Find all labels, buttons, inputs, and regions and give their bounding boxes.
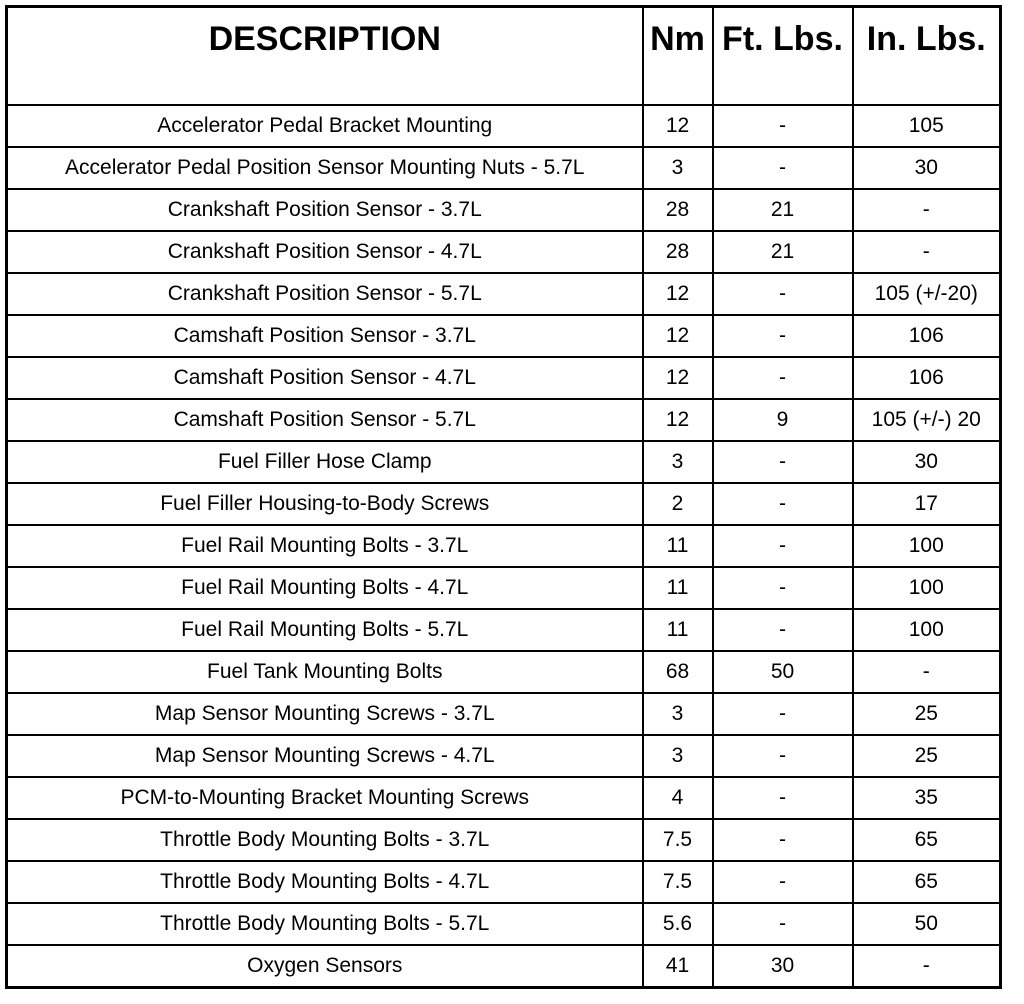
cell-ft-lbs: 9: [713, 399, 853, 441]
cell-description: Throttle Body Mounting Bolts - 5.7L: [7, 903, 643, 945]
header-description: DESCRIPTION: [7, 7, 643, 105]
cell-nm: 12: [643, 399, 713, 441]
table-row: [7, 735, 1001, 777]
cell-nm: 41: [643, 945, 713, 988]
header-nm: Nm: [643, 7, 713, 105]
cell-in-lbs: 105 (+/-20): [853, 273, 1001, 315]
cell-nm: 12: [643, 105, 713, 147]
cell-ft-lbs: -: [713, 357, 853, 399]
cell-nm: 3: [643, 441, 713, 483]
cell-description: Camshaft Position Sensor - 3.7L: [7, 315, 643, 357]
cell-in-lbs: 30: [853, 441, 1001, 483]
cell-description: Fuel Rail Mounting Bolts - 3.7L: [7, 525, 643, 567]
cell-in-lbs: 65: [853, 861, 1001, 903]
cell-nm: 28: [643, 231, 713, 273]
cell-nm: 11: [643, 525, 713, 567]
cell-ft-lbs: -: [713, 483, 853, 525]
cell-ft-lbs: -: [713, 567, 853, 609]
cell-description: Accelerator Pedal Position Sensor Mounting Nuts - 5.7L: [7, 147, 643, 189]
cell-ft-lbs: -: [713, 609, 853, 651]
table-row: [7, 105, 1001, 147]
cell-ft-lbs: -: [713, 777, 853, 819]
cell-in-lbs: 50: [853, 903, 1001, 945]
cell-in-lbs: -: [853, 231, 1001, 273]
cell-ft-lbs: 21: [713, 231, 853, 273]
table-row: [7, 819, 1001, 861]
cell-in-lbs: 100: [853, 567, 1001, 609]
table-row: [7, 777, 1001, 819]
cell-description: Camshaft Position Sensor - 5.7L: [7, 399, 643, 441]
cell-description: Crankshaft Position Sensor - 3.7L: [7, 189, 643, 231]
cell-description: Throttle Body Mounting Bolts - 4.7L: [7, 861, 643, 903]
table-row: [7, 903, 1001, 945]
cell-in-lbs: 100: [853, 609, 1001, 651]
cell-in-lbs: 25: [853, 735, 1001, 777]
cell-nm: 12: [643, 357, 713, 399]
cell-in-lbs: 17: [853, 483, 1001, 525]
cell-description: Throttle Body Mounting Bolts - 3.7L: [7, 819, 643, 861]
cell-description: Accelerator Pedal Bracket Mounting: [7, 105, 643, 147]
cell-ft-lbs: -: [713, 315, 853, 357]
cell-description: Oxygen Sensors: [7, 945, 643, 988]
cell-description: Fuel Tank Mounting Bolts: [7, 651, 643, 693]
cell-nm: 7.5: [643, 861, 713, 903]
cell-description: Map Sensor Mounting Screws - 4.7L: [7, 735, 643, 777]
cell-in-lbs: 25: [853, 693, 1001, 735]
cell-nm: 28: [643, 189, 713, 231]
cell-in-lbs: 106: [853, 315, 1001, 357]
cell-ft-lbs: -: [713, 903, 853, 945]
table-row: [7, 315, 1001, 357]
table-body: [7, 105, 1001, 988]
header-in-lbs: In. Lbs.: [853, 7, 1001, 105]
cell-ft-lbs: 50: [713, 651, 853, 693]
header-ft-lbs: Ft. Lbs.: [713, 7, 853, 105]
cell-ft-lbs: 21: [713, 189, 853, 231]
table-row: [7, 525, 1001, 567]
cell-in-lbs: -: [853, 945, 1001, 988]
cell-in-lbs: -: [853, 651, 1001, 693]
cell-ft-lbs: -: [713, 525, 853, 567]
cell-description: Fuel Rail Mounting Bolts - 5.7L: [7, 609, 643, 651]
cell-nm: 2: [643, 483, 713, 525]
table-row: [7, 609, 1001, 651]
table-row: [7, 399, 1001, 441]
cell-in-lbs: 30: [853, 147, 1001, 189]
cell-description: Fuel Rail Mounting Bolts - 4.7L: [7, 567, 643, 609]
cell-description: PCM-to-Mounting Bracket Mounting Screws: [7, 777, 643, 819]
table-row: [7, 945, 1001, 988]
cell-in-lbs: 105: [853, 105, 1001, 147]
cell-ft-lbs: -: [713, 441, 853, 483]
table-row: [7, 147, 1001, 189]
cell-ft-lbs: -: [713, 693, 853, 735]
cell-description: Crankshaft Position Sensor - 5.7L: [7, 273, 643, 315]
cell-in-lbs: -: [853, 189, 1001, 231]
cell-in-lbs: 106: [853, 357, 1001, 399]
table-row: [7, 567, 1001, 609]
table-row: [7, 861, 1001, 903]
cell-description: Fuel Filler Hose Clamp: [7, 441, 643, 483]
cell-nm: 7.5: [643, 819, 713, 861]
torque-specification-table-wrapper: [5, 5, 1002, 989]
table-row: [7, 651, 1001, 693]
cell-nm: 11: [643, 567, 713, 609]
table-row: [7, 273, 1001, 315]
cell-in-lbs: 105 (+/-) 20: [853, 399, 1001, 441]
table-row: [7, 357, 1001, 399]
cell-ft-lbs: -: [713, 819, 853, 861]
table-row: [7, 483, 1001, 525]
cell-description: Map Sensor Mounting Screws - 3.7L: [7, 693, 643, 735]
cell-ft-lbs: 30: [713, 945, 853, 988]
cell-description: Camshaft Position Sensor - 4.7L: [7, 357, 643, 399]
torque-specification-table: [5, 5, 1002, 989]
cell-in-lbs: 65: [853, 819, 1001, 861]
table-row: [7, 693, 1001, 735]
cell-description: Fuel Filler Housing-to-Body Screws: [7, 483, 643, 525]
table-row: [7, 231, 1001, 273]
header-row: [7, 7, 1001, 105]
cell-ft-lbs: -: [713, 861, 853, 903]
cell-nm: 12: [643, 315, 713, 357]
cell-nm: 68: [643, 651, 713, 693]
cell-ft-lbs: -: [713, 105, 853, 147]
cell-ft-lbs: -: [713, 735, 853, 777]
cell-ft-lbs: -: [713, 273, 853, 315]
cell-nm: 11: [643, 609, 713, 651]
table-row: [7, 441, 1001, 483]
cell-nm: 3: [643, 693, 713, 735]
table-row: [7, 189, 1001, 231]
cell-description: Crankshaft Position Sensor - 4.7L: [7, 231, 643, 273]
cell-ft-lbs: -: [713, 147, 853, 189]
cell-in-lbs: 100: [853, 525, 1001, 567]
cell-in-lbs: 35: [853, 777, 1001, 819]
cell-nm: 12: [643, 273, 713, 315]
cell-nm: 3: [643, 147, 713, 189]
cell-nm: 3: [643, 735, 713, 777]
cell-nm: 5.6: [643, 903, 713, 945]
cell-nm: 4: [643, 777, 713, 819]
